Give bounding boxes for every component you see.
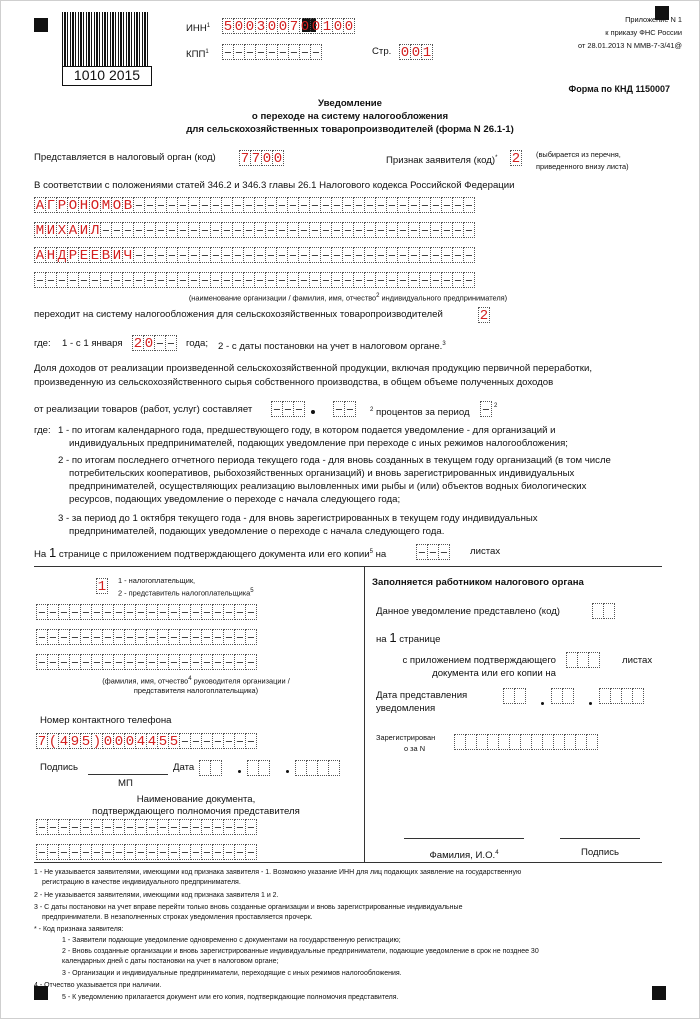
char-cell[interactable] [586, 734, 598, 750]
char-cell[interactable] [344, 401, 356, 417]
legal-basis-text: В соответствии с положениями статей 346.2 и 346.3 главы 26.1 Налогового кодекса Российской Федерации [34, 180, 515, 191]
char-cell[interactable]: 7 [251, 151, 261, 167]
char-cell[interactable]: 2 [479, 308, 489, 324]
char-cell[interactable]: 0 [267, 19, 277, 35]
char-cell[interactable] [588, 652, 600, 668]
char-cell[interactable]: 4 [59, 734, 69, 750]
income-percent-integer-cells[interactable] [271, 401, 304, 417]
char-cell[interactable]: 0 [234, 19, 244, 35]
income-def2c: предпринимателей, осуществляющих реализацию выловленных ими рыбы и (или) объектов водных биологических [69, 481, 587, 492]
transition-text: переходит на систему налогообложения для сельскохозяйственных товаропроизводителей [34, 309, 443, 320]
char-cell[interactable]: 0 [411, 45, 421, 61]
char-cell[interactable]: 5 [158, 734, 168, 750]
appendix-line1: Приложение N 1 [625, 15, 682, 24]
tax-office-sheets-cells[interactable] [566, 652, 599, 668]
corner-marker-top-left [34, 18, 48, 32]
char-cell[interactable] [463, 197, 475, 213]
tax-office-name-line[interactable] [404, 838, 524, 839]
char-cell[interactable]: 0 [125, 734, 135, 750]
income-def2: 2 - по итогам последнего отчетного периода текущего года - для вновь созданных в текущем году организаций (в том числе [58, 455, 611, 466]
tax-office-date-month-cells[interactable] [551, 688, 573, 704]
tax-office-signature-line[interactable] [560, 838, 640, 839]
char-cell[interactable]: 4 [147, 734, 157, 750]
taxpayer-last-name-cells[interactable] [34, 197, 474, 213]
char-cell[interactable]: 5 [81, 734, 91, 750]
transition-year-cells[interactable] [132, 335, 176, 351]
char-cell[interactable]: 2 [133, 336, 143, 352]
char-cell[interactable]: М [101, 198, 111, 214]
char-cell[interactable] [463, 272, 475, 288]
tax-office-registered-label1: Зарегистрирован [376, 733, 436, 742]
footnote-1b: регистрацию в качестве индивидуального предпринимателя. [42, 879, 241, 886]
char-cell[interactable] [562, 688, 574, 704]
form-code: Форма по КНД 1150007 [568, 84, 670, 94]
char-cell[interactable]: 0 [273, 151, 283, 167]
tax-office-sheets-label: листах [622, 655, 653, 666]
char-cell[interactable]: 0 [311, 19, 321, 35]
taxpayer-name-caption: (наименование организации / фамилия, имя, отчество$^2$ индивидуального предпринимателя) [188, 293, 508, 303]
barcode [62, 12, 150, 66]
char-cell[interactable]: 1 [97, 579, 107, 595]
applicant-sign-cells[interactable] [510, 150, 521, 166]
char-cell[interactable]: Ч [123, 248, 133, 264]
char-cell[interactable]: 1 [322, 19, 332, 35]
char-cell[interactable]: 7 [240, 151, 250, 167]
char-cell[interactable]: Г [46, 198, 56, 214]
char-cell[interactable]: 5 [223, 19, 233, 35]
char-cell[interactable] [245, 654, 257, 670]
pages-text: На 1 странице с приложением подтверждающего документа или его копии$^5$ на [34, 545, 387, 561]
income-def2d: ресурсов, подающих уведомление о переходе с начала следующего года; [69, 494, 401, 505]
signatory-option2: 2 - представитель налогоплательщика$^5$ [118, 588, 254, 598]
doc-label1: Наименование документа, [136, 794, 256, 805]
footnote-applicant-heading: * - Код признака заявителя: [34, 926, 124, 933]
income-def3b: предпринимателей, подающих уведомление о переходе с начала следующего года. [69, 526, 445, 537]
taxpayer-first-name-cells[interactable] [34, 222, 474, 238]
footnote-1: 1 - Не указывается заявителями, имеющими код признака заявителя - 1. Возможно указание ИНН для лиц подающих заявление на государственную [34, 869, 522, 876]
tax-office-signature-label: Подпись [581, 847, 619, 858]
signatory-name-row-2[interactable] [36, 629, 256, 645]
sign-date-dot1 [238, 770, 241, 773]
tax-office-date-dot2 [589, 702, 592, 705]
char-cell[interactable] [463, 247, 475, 263]
taxpayer-patronymic-cells[interactable] [34, 247, 474, 263]
applicant-sign-label: Признак заявителя (код)* [386, 155, 498, 167]
tax-office-pages-label: на 1 странице [376, 630, 441, 645]
representative-doc-row-2[interactable] [36, 844, 256, 860]
char-cell[interactable]: А [35, 248, 45, 264]
taxpayer-extra-name-cells[interactable] [34, 272, 474, 288]
sign-date-day-cells[interactable] [199, 760, 221, 776]
char-cell[interactable]: 0 [245, 19, 255, 35]
tax-office-submitted-code-cells[interactable] [592, 603, 614, 619]
barcode-number: 1010 2015 [62, 66, 152, 86]
char-cell[interactable] [245, 844, 257, 860]
char-cell[interactable]: 9 [70, 734, 80, 750]
inn-label: ИНН$^1$ [186, 23, 211, 35]
signature-line[interactable] [88, 774, 168, 775]
income-def1b: индивидуальных предпринимателей, подающих уведомление при переходе с иных режимов налогообложения; [69, 438, 568, 449]
char-cell[interactable]: В [101, 248, 111, 264]
sign-date-year-cells[interactable] [295, 760, 339, 776]
char-cell[interactable]: Р [57, 198, 67, 214]
char-cell[interactable]: 7 [289, 19, 299, 35]
char-cell[interactable]: О [90, 198, 100, 214]
char-cell[interactable]: Н [46, 248, 56, 264]
char-cell[interactable] [438, 544, 450, 560]
footnote-applicant-3: 3 - Организации и индивидуальные предприниматели, переходящие с иных режимов налогообложения. [62, 970, 402, 977]
footnote-3: 3 - С даты постановки на учет вправе перейти только вновь созданные организации и вновь зарегистрированные индивидуальные [34, 904, 463, 911]
char-cell[interactable] [258, 760, 270, 776]
char-cell[interactable]: А [68, 223, 78, 239]
signatory-option1: 1 - налогоплательщик, [118, 576, 196, 585]
signatory-name-caption2: представителя налогоплательщика) [133, 686, 259, 695]
section-divider-top [34, 566, 662, 567]
percent-label: $^2$ процентов за период [370, 407, 470, 419]
char-cell[interactable]: О [112, 198, 122, 214]
tax-office-registered-label2: о за N [404, 744, 426, 753]
signature-label: Подпись [40, 762, 78, 773]
tax-office-date-dot1 [541, 702, 544, 705]
char-cell[interactable]: Н [79, 198, 89, 214]
income-where-label: где: [34, 425, 51, 436]
transition-option1-end: года; [186, 338, 209, 349]
footnote-applicant-2b: календарных дней с даты постановки на учет в налоговом органе; [62, 958, 279, 965]
char-cell[interactable] [293, 401, 305, 417]
char-cell[interactable]: Р [68, 248, 78, 264]
char-cell[interactable]: 0 [262, 151, 272, 167]
char-cell[interactable]: Е [79, 248, 89, 264]
tax-office-name-label: Фамилия, И.О.$^4$ [429, 850, 499, 862]
tax-office-registration-number-cells[interactable] [454, 734, 597, 750]
char-cell[interactable]: 0 [400, 45, 410, 61]
transition-where-label: где: [34, 338, 51, 349]
char-cell[interactable] [632, 688, 644, 704]
footnote-applicant-1: 1 - Заявители подающие уведомление одновременно с документами на государственную регистрацию; [62, 937, 401, 944]
char-cell[interactable]: 2 [511, 151, 521, 167]
footnote-5: 5 - К уведомлению прилагается документ или его копия, подтверждающие полномочия представителя. [62, 994, 399, 1001]
income-def2b: потребительских кооперативов, рыбохозяйственных организаций) и вновь зарегистрированных индивидуальных [69, 468, 575, 479]
tax-office-header: Заполняется работником налогового органа [372, 577, 584, 588]
char-cell[interactable]: ( [48, 734, 58, 750]
period-sup: 2 [494, 403, 498, 409]
transition-code-cells[interactable] [478, 307, 489, 323]
char-cell[interactable] [480, 401, 492, 417]
footnote-3b: предприниматели. В незаполненных строках уведомления проставляется прочерк. [42, 914, 313, 921]
char-cell[interactable]: 0 [114, 734, 124, 750]
char-cell[interactable]: Л [90, 223, 100, 239]
char-cell[interactable]: Д [57, 248, 67, 264]
char-cell[interactable] [245, 819, 257, 835]
appendix-line2: к приказу ФНС России [605, 28, 682, 37]
signatory-name-row-3[interactable] [36, 654, 256, 670]
char-cell[interactable]: 0 [278, 19, 288, 35]
transition-option2: 2 - с даты постановки на учет в налоговом органе.$^3$ [218, 341, 446, 353]
appendix-line3: от 28.01.2013 N ММВ-7-3/41@ [578, 41, 682, 50]
page-number-label: Стр. [372, 46, 392, 57]
attachment-sheets-cells[interactable] [416, 544, 449, 560]
tax-office-date-label2: уведомления [376, 703, 436, 714]
char-cell[interactable]: 0 [344, 19, 354, 35]
applicant-sign-note1: (выбирается из перечня, [536, 150, 621, 159]
tax-office-attachment-label2: документа или его копии на [432, 668, 556, 679]
representative-doc-row-1[interactable] [36, 819, 256, 835]
char-cell[interactable] [165, 335, 177, 351]
section-divider-middle [364, 566, 365, 862]
char-cell[interactable]: 7 [37, 734, 47, 750]
transition-option1: 1 - с 1 января [62, 338, 123, 349]
char-cell[interactable]: 0 [333, 19, 343, 35]
income-line2: произведенную из сельскохозяйственного сырья собственного производства, в общем объеме полученных доходов [34, 377, 554, 388]
section-divider-bottom [34, 862, 662, 863]
tax-authority-label: Представляется в налоговый орган (код) [34, 152, 216, 163]
tax-office-submitted-label: Данное уведомление представлено (код) [376, 606, 560, 617]
char-cell[interactable] [210, 760, 222, 776]
char-cell[interactable]: 0 [300, 19, 310, 35]
corner-marker-bottom-right [652, 986, 666, 1000]
char-cell[interactable] [245, 604, 257, 620]
tax-authority-code-cells[interactable] [239, 150, 283, 166]
char-cell[interactable]: 0 [144, 336, 154, 352]
income-def1: 1 - по итогам календарного года, предшествующего году, в котором подается уведомление - для организаций и [58, 425, 556, 436]
income-period-cells[interactable] [480, 401, 491, 417]
footnote-applicant-2: 2 - Вновь созданные организации и вновь зарегистрированные индивидуальные предприниматели, подающие уведомление в срок не позднее 30 [62, 948, 539, 955]
char-cell[interactable]: В [123, 198, 133, 214]
char-cell[interactable]: ) [92, 734, 102, 750]
char-cell[interactable]: 5 [169, 734, 179, 750]
char-cell[interactable]: Е [90, 248, 100, 264]
char-cell[interactable] [514, 688, 526, 704]
phone-cells[interactable] [36, 733, 256, 749]
tax-office-attachment-label1: с приложением подтверждающего [402, 655, 556, 666]
char-cell[interactable] [603, 603, 615, 619]
pages-sheets-label: листах [470, 546, 501, 557]
income-percent-decimal-cells[interactable] [333, 401, 355, 417]
inn-cells[interactable] [222, 18, 354, 34]
income-line3: от реализации товаров (работ, услуг) составляет [34, 404, 253, 415]
footnote-2: 2 - Не указывается заявителями, имеющими код признака заявителя 1 и 2. [34, 892, 279, 899]
phone-label: Номер контактного телефона [40, 715, 172, 726]
sign-date-month-cells[interactable] [247, 760, 269, 776]
kpp-label: КПП$^1$ [186, 49, 209, 61]
tax-office-date-year-cells[interactable] [599, 688, 643, 704]
char-cell[interactable]: 3 [256, 19, 266, 35]
char-cell[interactable]: 4 [136, 734, 146, 750]
tax-office-date-label1: Дата представления [376, 690, 468, 701]
char-cell[interactable]: Х [57, 223, 67, 239]
signatory-name-caption1: (фамилия, имя, отчество$^4$ руководителя организации / [102, 676, 290, 686]
char-cell[interactable]: 0 [103, 734, 113, 750]
title-line1: Уведомление [318, 98, 382, 109]
char-cell[interactable]: М [35, 223, 45, 239]
doc-label2: подтверждающего полномочия представителя [92, 806, 300, 817]
char-cell[interactable]: А [35, 198, 45, 214]
date-label: Дата [173, 762, 195, 773]
char-cell[interactable] [463, 222, 475, 238]
income-line1: Доля доходов от реализации произведенной сельскохозяйственной продукции, включая продукцию первичной переработки, [34, 363, 593, 374]
tax-office-date-day-cells[interactable] [503, 688, 525, 704]
footnote-4: 4 - Отчество указывается при наличии. [34, 982, 162, 989]
char-cell[interactable] [245, 733, 257, 749]
char-cell[interactable]: И [79, 223, 89, 239]
title-line2: о переходе на систему налогообложения [251, 111, 449, 122]
char-cell[interactable]: О [68, 198, 78, 214]
sign-date-dot2 [286, 770, 289, 773]
page-number-cells[interactable] [399, 44, 432, 60]
applicant-sign-note2: приведенного внизу листа) [536, 162, 629, 171]
char-cell[interactable] [310, 44, 322, 60]
signatory-name-row-1[interactable] [36, 604, 256, 620]
stamp-label: МП [118, 778, 133, 789]
char-cell[interactable]: 1 [422, 45, 432, 61]
signatory-code-cells[interactable] [96, 578, 107, 594]
char-cell[interactable]: И [112, 248, 122, 264]
char-cell[interactable]: И [46, 223, 56, 239]
title-line3: для сельскохозяйственных товаропроизводителей (форма N 26.1-1) [186, 124, 514, 135]
char-cell[interactable] [328, 760, 340, 776]
income-def3: 3 - за период до 1 октября текущего года - для вновь зарегистрированных в текущем году индивидуальных [58, 513, 538, 524]
char-cell[interactable] [245, 629, 257, 645]
kpp-cells[interactable] [222, 44, 321, 60]
decimal-point [311, 410, 315, 414]
